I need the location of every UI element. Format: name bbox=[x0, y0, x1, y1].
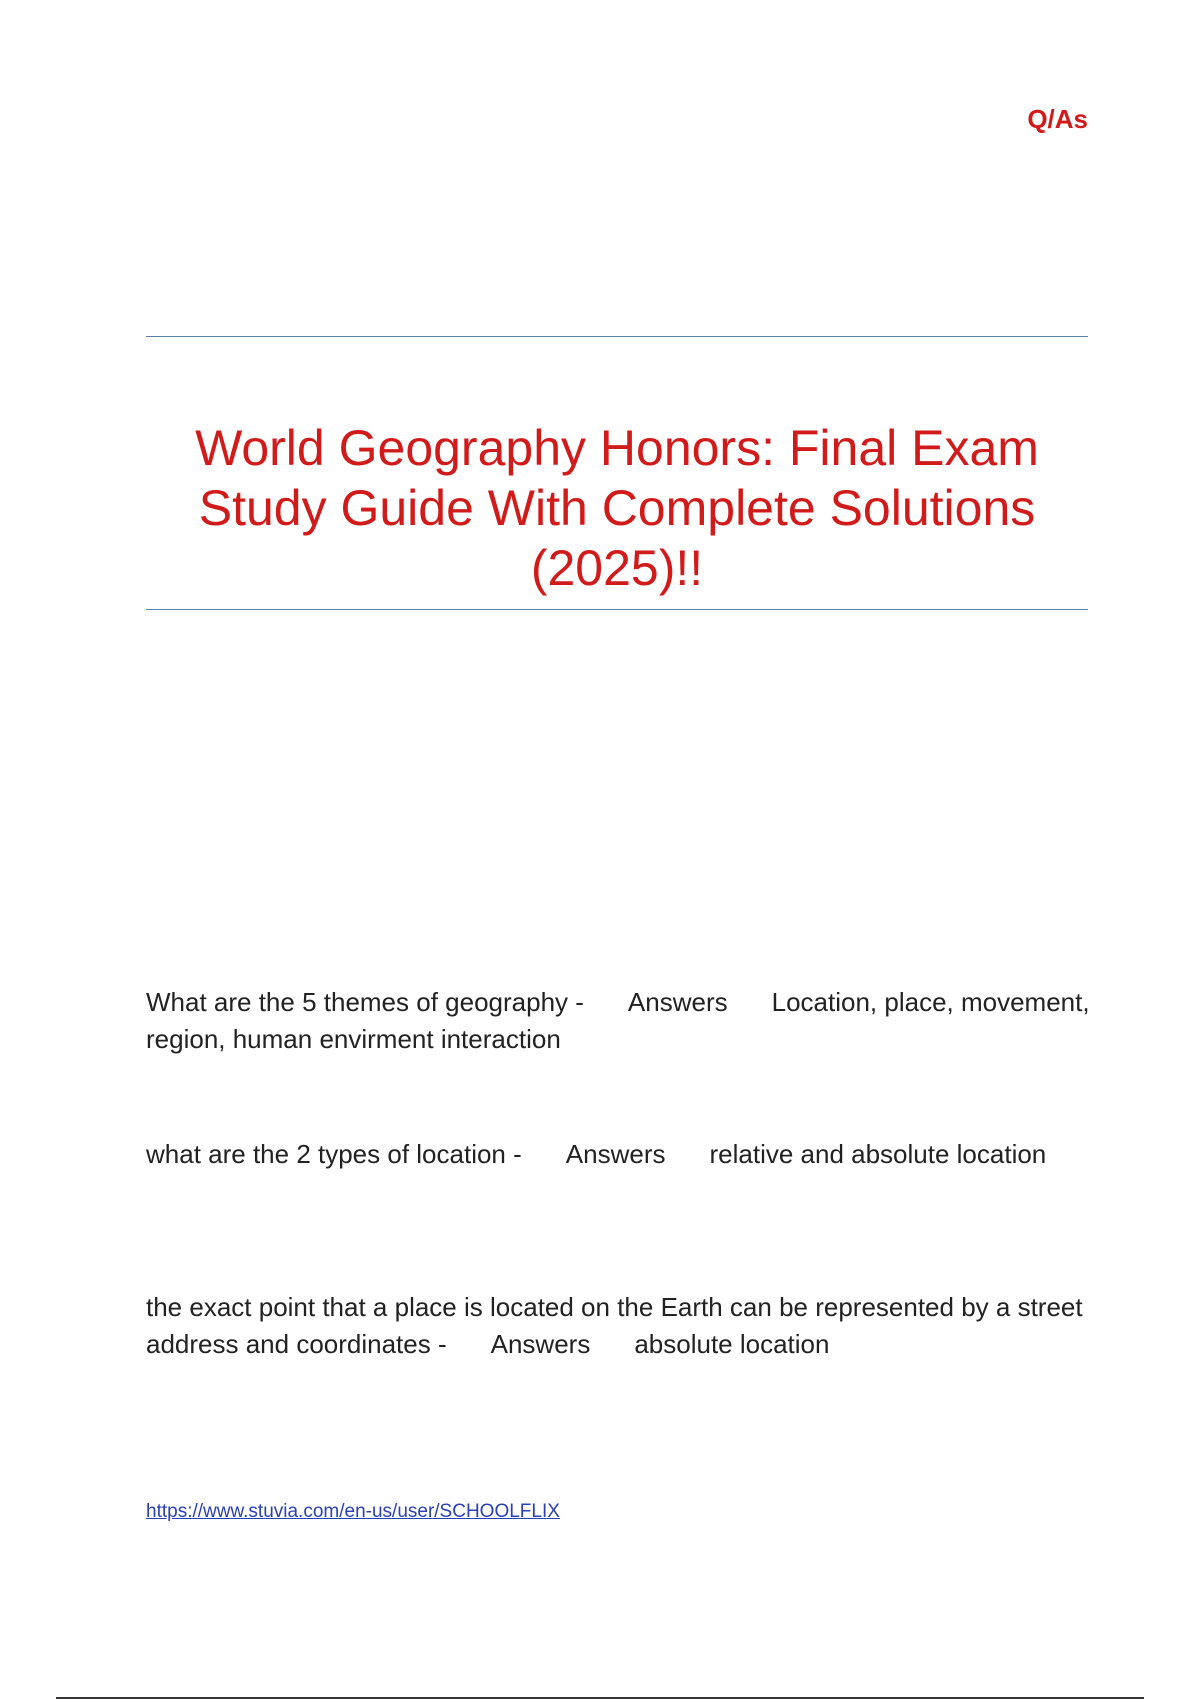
qa-answer: Location, place, movement, region, human envirment interaction bbox=[146, 987, 1090, 1054]
qa-answer-label: Answers bbox=[627, 987, 728, 1017]
qa-question: the exact point that a place is located on the Earth can be represented by a street address and coordinates - bbox=[146, 1292, 1083, 1359]
qa-question: What are the 5 themes of geography - bbox=[146, 987, 584, 1017]
qa-question: what are the 2 types of location - bbox=[146, 1139, 522, 1169]
profile-link[interactable]: https://www.stuvia.com/en-us/user/SCHOOLFLIX bbox=[146, 1501, 560, 1522]
qa-answer-label: Answers bbox=[490, 1329, 591, 1359]
title-top-divider bbox=[146, 336, 1088, 337]
footer-divider bbox=[56, 1697, 1144, 1699]
qa-item-2 bbox=[146, 1136, 1106, 1173]
qa-answer: relative and absolute location bbox=[709, 1139, 1047, 1169]
qa-item-1 bbox=[146, 984, 1106, 1058]
document-title: World Geography Honors: Final Exam Study Guide With Complete Solutions (2025)!! bbox=[195, 420, 1039, 596]
header-tag: Q/As bbox=[1027, 104, 1088, 134]
title-bottom-divider bbox=[146, 609, 1088, 610]
qa-item-3 bbox=[146, 1289, 1106, 1363]
qa-answer-label: Answers bbox=[565, 1139, 666, 1169]
qa-answer: absolute location bbox=[634, 1329, 830, 1359]
